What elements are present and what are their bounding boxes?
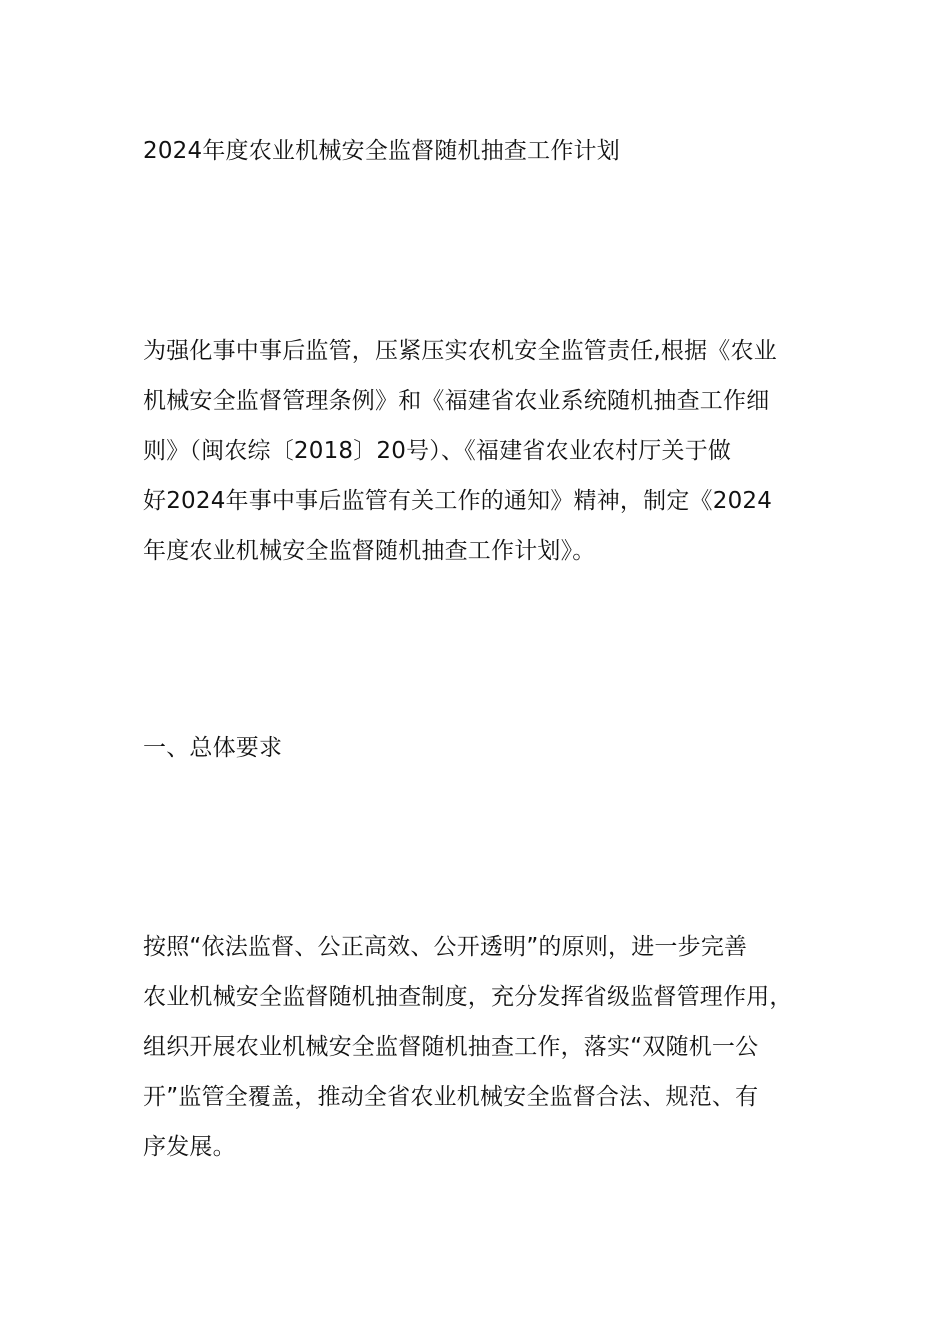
- section-heading: 一、总体要求: [143, 735, 283, 761]
- paragraph-line: 按照“依法监督、公正高效、公开透明”的原则，进一步完善: [143, 934, 748, 960]
- document-title: 2024年度农业机械安全监督随机抽查工作计划: [143, 138, 620, 164]
- requirements-paragraph: [143, 922, 823, 1172]
- paragraph-line: 机械安全监督管理条例》和《福建省农业系统随机抽查工作细: [143, 388, 770, 414]
- paragraph-line: 则》（闽农综〔2018〕20号）、《福建省农业农村厅关于做: [143, 438, 732, 464]
- paragraph-line: 为强化事中事后监管，压紧压实农机安全监管责任,根据《农业: [143, 338, 777, 364]
- intro-paragraph: [143, 326, 823, 576]
- paragraph-line: 好2024年事中事后监管有关工作的通知》精神，制定《2024: [143, 488, 773, 514]
- paragraph-line: 年度农业机械安全监督随机抽查工作计划》。: [143, 538, 596, 564]
- paragraph-line: 组织开展农业机械安全监督随机抽查工作，落实“双随机一公: [143, 1034, 759, 1060]
- paragraph-line: 农业机械安全监督随机抽查制度，充分发挥省级监督管理作用，: [143, 984, 793, 1010]
- paragraph-line: 开”监管全覆盖，推动全省农业机械安全监督合法、规范、有: [143, 1084, 759, 1110]
- paragraph-line: 序发展。: [143, 1134, 236, 1160]
